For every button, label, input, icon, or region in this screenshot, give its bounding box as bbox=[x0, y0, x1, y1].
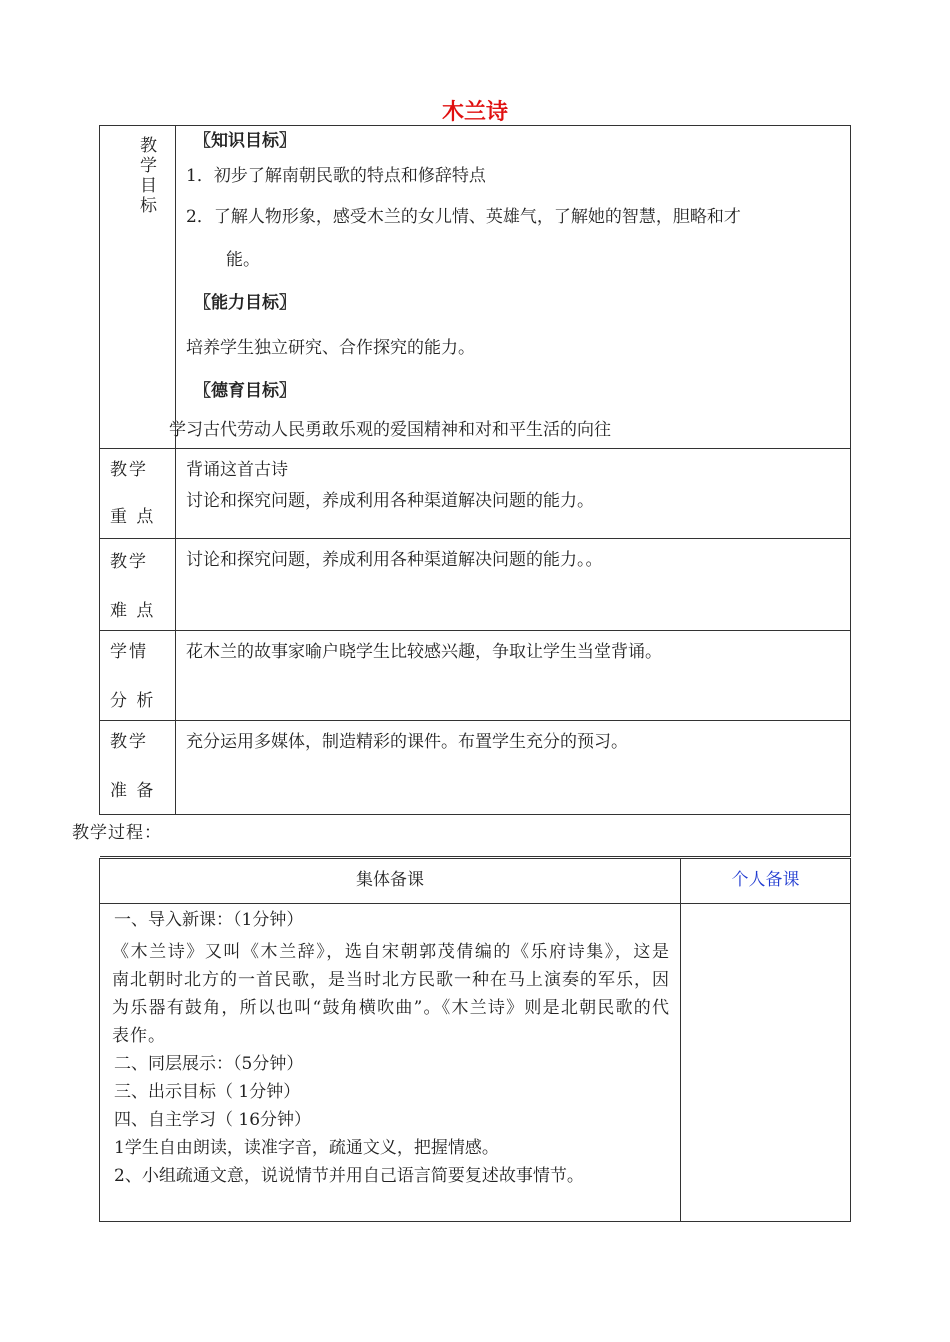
difficulties-label-top: 教学 bbox=[110, 552, 148, 572]
collective-header: 集体备课 bbox=[100, 859, 681, 904]
goals-label-cell bbox=[100, 126, 176, 449]
key-points-line-1: 背诵这首古诗 bbox=[186, 460, 288, 480]
step-2: 二、同层展示：（5分钟） bbox=[114, 1054, 304, 1074]
lesson-plan-table bbox=[99, 125, 851, 857]
row-key-points bbox=[100, 449, 851, 539]
preparation-label-top: 教学 bbox=[110, 732, 148, 752]
row-preparation bbox=[100, 721, 851, 815]
page-title: 木兰诗 bbox=[441, 100, 508, 125]
key-points-line-2: 讨论和探究问题，养成利用各种渠道解决问题的能力。 bbox=[186, 491, 594, 511]
difficulties-line-1: 讨论和探究问题，养成利用各种渠道解决问题的能力。。 bbox=[186, 550, 603, 570]
personal-content bbox=[681, 904, 851, 1222]
process-label: 教学过程： bbox=[72, 823, 162, 843]
row-analysis bbox=[100, 631, 851, 721]
process-table bbox=[99, 858, 851, 1222]
analysis-label-bottom: 分 析 bbox=[110, 691, 156, 711]
knowledge-heading: 〖知识目标〗 bbox=[194, 131, 296, 151]
moral-text: 学习古代劳动人民勇敢乐观的爱国精神和对和平生活的向往 bbox=[169, 420, 611, 440]
ability-text: 培养学生独立研究、合作探究的能力。 bbox=[186, 338, 475, 358]
task-1: 1学生自由朗读，读准字音，疏通文义，把握情感。 bbox=[114, 1138, 499, 1158]
key-points-label-top: 教学 bbox=[110, 460, 148, 480]
step-1: 一、导入新课：（1分钟） bbox=[114, 910, 304, 930]
analysis-line-1: 花木兰的故事家喻户晓学生比较感兴趣，争取让学生当堂背诵。 bbox=[186, 642, 662, 662]
difficulties-label-bottom: 难 点 bbox=[110, 601, 156, 621]
task-2: 2、小组疏通文意，说说情节并用自己语言简要复述故事情节。 bbox=[114, 1166, 584, 1186]
knowledge-item-2: 2．了解人物形象，感受木兰的女儿情、英雄气，了解她的智慧，胆略和才 bbox=[186, 207, 741, 227]
key-points-label-bottom: 重 点 bbox=[110, 507, 156, 527]
goals-content-cell bbox=[169, 126, 851, 449]
preparation-line-1: 充分运用多媒体，制造精彩的课件。布置学生充分的预习。 bbox=[186, 732, 628, 752]
ability-heading: 〖能力目标〗 bbox=[194, 293, 296, 313]
personal-header: 个人备课 bbox=[681, 859, 851, 904]
step-4: 四、自主学习（ 16分钟） bbox=[114, 1110, 312, 1130]
goals-label: 教学目标 bbox=[140, 136, 157, 216]
step-3: 三、出示目标（ 1分钟） bbox=[114, 1082, 301, 1102]
moral-heading: 〖德育目标〗 bbox=[194, 381, 296, 401]
analysis-label-top: 学情 bbox=[110, 642, 148, 662]
collective-content bbox=[100, 904, 681, 1222]
intro-paragraph: 《木兰诗》又叫《木兰辞》，选自宋朝郭茂倩编的《乐府诗集》，这是南北朝时北方的一首民歌，是当时北方民歌一种在马上演奏的军乐，因为乐器有鼓角，所以也叫“鼓角横吹曲”。《木兰诗》则是北朝民歌的代表作。 bbox=[112, 942, 670, 1046]
row-blank bbox=[100, 815, 851, 857]
knowledge-item-1: 1．初步了解南朝民歌的特点和修辞特点 bbox=[186, 166, 486, 186]
preparation-label-bottom: 准 备 bbox=[110, 781, 156, 801]
knowledge-item-2-cont: 能。 bbox=[226, 250, 260, 270]
row-difficulties bbox=[100, 539, 851, 631]
